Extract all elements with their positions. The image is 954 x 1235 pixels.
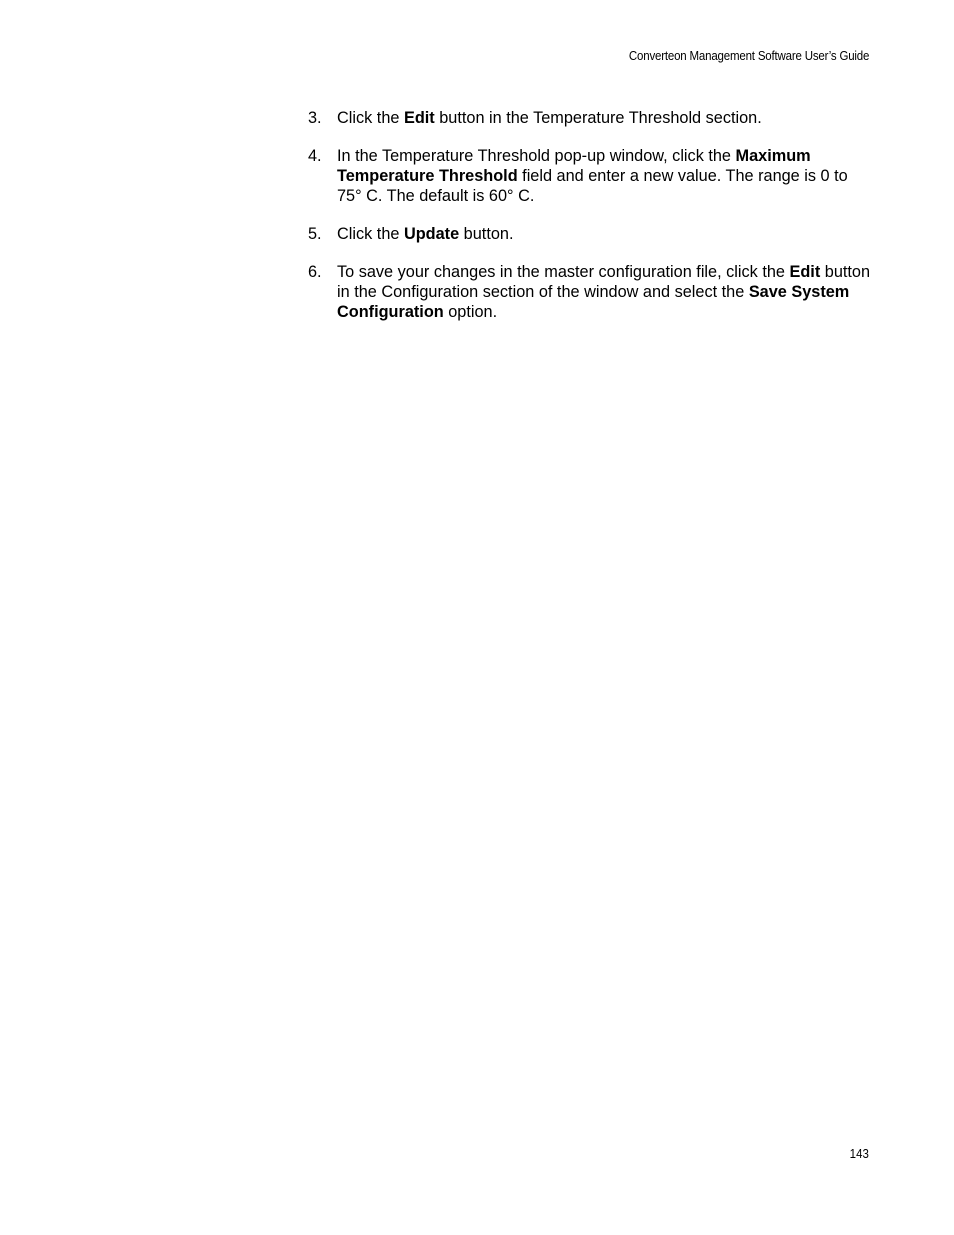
- step-number: 3.: [308, 109, 322, 127]
- step-item: [308, 224, 874, 244]
- step-number: 5.: [308, 225, 322, 243]
- step-text: Click the Edit button in the Temperature Threshold section.: [337, 109, 762, 127]
- ui-term-update: Update: [403, 225, 460, 243]
- ui-term-edit: Edit: [789, 263, 821, 281]
- step-item: [308, 146, 874, 206]
- procedure-steps: [308, 108, 874, 340]
- ui-term-maximum-temperature-threshold: Maximum Temperature Threshold: [337, 147, 811, 185]
- step-item: [308, 262, 874, 322]
- step-text: Click the Update button.: [337, 225, 514, 243]
- ui-term-save-system-configuration: Save System Configuration: [337, 283, 850, 321]
- step-number: 6.: [308, 263, 322, 281]
- running-header-title: Converteon Management Software User’s Guide: [628, 49, 869, 63]
- ui-term-edit: Edit: [403, 109, 435, 127]
- step-number: 4.: [308, 147, 322, 165]
- step-text: In the Temperature Threshold pop-up window, click the Maximum Temperature Threshold field and enter a new value. The range is 0 to 75° C. The default is 60° C.: [337, 147, 848, 205]
- step-item: [308, 108, 874, 128]
- page-number: 143: [849, 1147, 869, 1161]
- step-text: To save your changes in the master configuration file, click the Edit button in the Configuration section of the window and select the Save System Configuration option.: [337, 263, 871, 321]
